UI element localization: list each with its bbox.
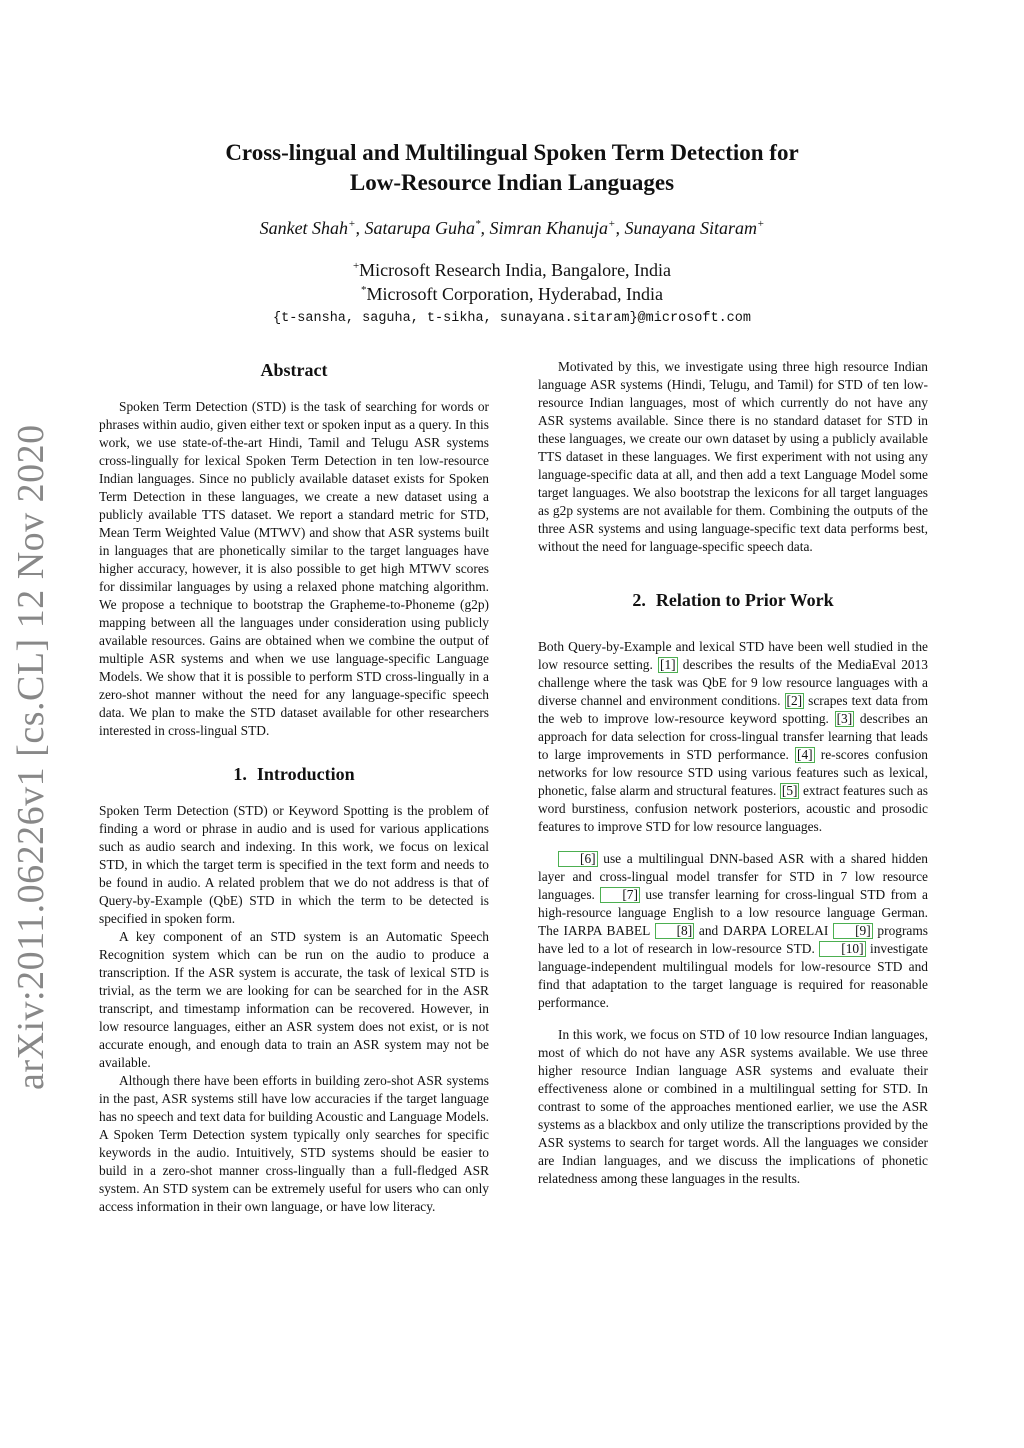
intro-paragraph-3: Although there have been efforts in building zero-shot ASR systems in the past, ASR systems still have low accuracies if the target language has no speech and text data for building Acoustic and Language Models. A Spoken Term Detection system typically only searches for specific keywords in the audio. Intuitively, STD systems should be easier to build in a zero-shot manner cross-lingually than a full-fledged ASR system. An STD system can be extremely useful for users who can only access information in their own language, or have low literacy. — [99, 1073, 489, 1214]
text-run: investigate language-independent multilingual models for low-resource STD and find that adaptation to the target language is required for reasonable performance. — [538, 941, 928, 1010]
abstract-text: Spoken Term Detection (STD) is the task of searching for words or phrases within audio, given either text or spoken input as a query. In this work, we use state-of-the-art Hindi, Tamil and Telugu ASR systems cross-lingually for lexical Spoken Term Detection in ten low-resource Indian languages. Since no publicly available dataset exists for Spoken Term Detection in these languages, we create a new dataset using a publicly available TTS dataset. We report a standard metric for STD, Mean Term Weighted Value (MTWV) and show that ASR systems built in languages that are phonetically similar to the target languages have higher accuracy, however, it is also possible to get high MTWV scores for dissimilar languages by using a relaxed phone matching algorithm. We propose a technique to bootstrap the Grapheme-to-Phoneme (g2p) mapping between all the languages under consideration using publicly available resources. Gains are obtained when we combine the output of multiple ASR systems and when we use language-specific Language Models. We show that it is possible to perform STD cross-lingually in a zero-shot manner without the need for any language-specific speech data. We plan to make the STD dataset available for other researchers interested in cross-lingual STD. — [99, 399, 489, 738]
citation-link[interactable]: [1] — [660, 657, 676, 672]
intro-paragraph-2: A key component of an STD system is an Automatic Speech Recognition system which can be run on the audio to produce a transcription. If the ASR system is accurate, the task of lexical STD is trivial, as the term we are looking for can be searched for in the ASR transcript, and timestamp information can be recovered. However, in low resource languages, either an ASR system does not exist, or is not accurate enough, and enough data to train an ASR system may not be available. — [99, 929, 489, 1070]
text-run: programs have led to a lot of research in low-resource STD. — [538, 923, 928, 956]
author-name: Sanket Shah — [259, 218, 349, 238]
prior-work-heading — [538, 588, 928, 612]
intro-motivation-paragraph: Motivated by this, we investigate using three high resource Indian language ASR systems (Hindi, Telugu, and Tamil) for STD of ten low-resource Indian languages, most of which currently do not have any ASR systems available. Since there is no standard dataset for STD in these languages, we create our own dataset by using a publicly available TTS dataset in these languages. We first experiment with not using any language-specific data at all, and then add a text Language Model some target languages. We also bootstrap the lexicons for all target languages as g2p systems are not available for them. Combining the outputs of the three ASR systems and using language-specific text data performs best, without the need for language-specific speech data. — [538, 359, 928, 554]
citation-link[interactable]: [7] — [600, 887, 640, 903]
paper-title — [140, 138, 884, 198]
citation-link[interactable]: [5] — [781, 783, 798, 798]
text-run: use a multilingual DNN-based ASR with a shared hidden layer and cross-lingual model transfer for STD in 7 low resource languages. — [538, 851, 928, 902]
text-run: re-scores confusion networks for low resource STD using various features such as lexical, phonetic, false alarm and structural features. — [538, 747, 928, 798]
title-line-2: Low-Resource Indian Languages — [349, 170, 675, 195]
affiliation-1 — [140, 260, 884, 281]
text-run: and DARPA LORELAI — [694, 923, 834, 938]
text-run: use transfer learning for cross-lingual STD from a high-resource language English to a low resource language German. The IARPA BABEL — [538, 887, 928, 938]
intro-paragraph-1: Spoken Term Detection (STD) or Keyword Spotting is the problem of finding a word or phrase in audio and is used for various applications such as audio search and indexing. In this work, we focus on lexical STD, in which the target term is specified in the text form and needs to be found in audio. A related problem that we do not address is that of Query-by-Example (QbE) STD in which the term to be detected is specified in spoken form. — [99, 803, 489, 926]
text-run: describes the results of the MediaEval 2013 challenge where the task was QbE for 9 low resource languages with a diverse channel and environment conditions. — [538, 657, 928, 708]
section-number: 2. — [632, 590, 646, 610]
affiliation-text: Microsoft Corporation, Hyderabad, India — [366, 284, 663, 304]
citation-link[interactable]: [2] — [786, 693, 803, 708]
citation-link[interactable]: [6] — [558, 851, 598, 867]
text-run: Both Query-by-Example and lexical STD have been well studied in the low resource setting. — [538, 639, 928, 672]
text-run: extract features such as word burstiness, confusion network posteriors, acoustic and prosodic features to improve STD for low resource languages. — [538, 783, 928, 834]
right-column — [538, 358, 928, 1188]
affiliation-mark: + — [756, 218, 765, 230]
left-column — [99, 358, 489, 1216]
author-name: Sunayana Sitaram — [624, 218, 757, 238]
section-title: Relation to Prior Work — [655, 590, 834, 610]
citation-link[interactable]: [8] — [655, 923, 695, 939]
affiliation-mark: + — [352, 260, 360, 272]
author-name: Satarupa Guha — [364, 218, 476, 238]
citation-link[interactable]: [3] — [836, 711, 853, 726]
affiliation-mark: * — [361, 284, 367, 296]
author-emails: {t-sansha, saguha, t-sikha, sunayana.sitaram}@microsoft.com — [273, 311, 751, 326]
citation-link[interactable]: [10] — [819, 941, 865, 957]
title-line-1: Cross-lingual and Multilingual Spoken Term Detection for — [225, 140, 799, 165]
affiliation-text: Microsoft Research India, Bangalore, India — [359, 260, 672, 280]
affiliation-mark: * — [475, 218, 481, 230]
prior-paragraph-2 — [538, 850, 928, 1012]
section-number: 1. — [233, 764, 247, 784]
author-list: Sanket Shah+, Satarupa Guha*, Simran Khanuja+, Sunayana Sitaram+ — [259, 218, 765, 238]
abstract-heading: Abstract — [260, 360, 328, 380]
author-name: Simran Khanuja — [489, 218, 609, 238]
affiliation-mark: + — [608, 218, 616, 230]
affiliation-mark: + — [348, 218, 356, 230]
citation-link[interactable]: [4] — [796, 747, 813, 762]
prior-paragraph-1 — [538, 638, 928, 836]
section-title: Introduction — [256, 764, 355, 784]
prior-paragraph-3: In this work, we focus on STD of 10 low resource Indian languages, most of which do not have any ASR systems available. We use three higher resource Indian language ASR systems and evaluate their effectiveness alone or combined in a multilingual setting for STD. In contrast to some of the approaches mentioned earlier, we use the ASR systems as a blackbox and only utilize the transcriptions provided by the ASR systems to search for target words. All the languages we consider are Indian languages, and we discuss the implications of phonetic relatedness among these languages in the results. — [538, 1027, 928, 1186]
affiliation-2 — [140, 284, 884, 305]
text-run: scrapes text data from the web to improve low-resource keyword spotting. — [538, 693, 928, 726]
intro-heading — [99, 762, 489, 786]
arxiv-identifier: arXiv:2011.06226v1 [cs.CL] 12 Nov 2020 — [10, 424, 52, 1090]
text-run: describes an approach for data selection for cross-lingual transfer learning that leads to large improvements in STD performance. — [538, 711, 928, 762]
citation-link[interactable]: [9] — [833, 923, 873, 939]
